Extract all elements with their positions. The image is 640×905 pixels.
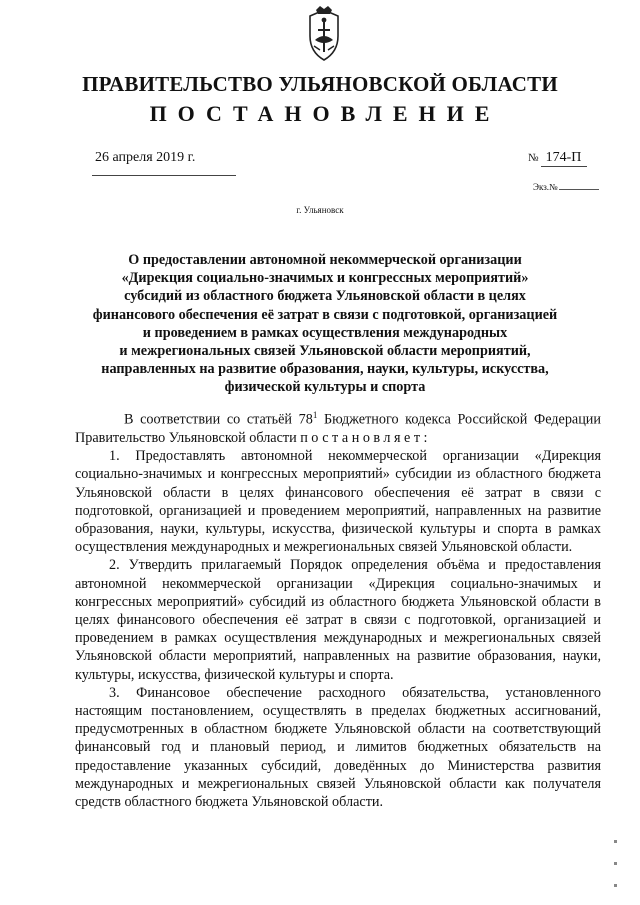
margin-mark — [614, 862, 617, 865]
title-line: направленных на развитие образования, науки, культуры, искусства, — [101, 361, 549, 378]
paragraph-3: 3. Финансовое обеспечение расходного обязательства, установленного настоящим постановлением, осуществлять в пределах бюджетных ассигнований, предусмотренных в областном бюджете Ульяновской области на соответствующий финансовый год и плановый период, и лимитов бюджетных обязательств на предоставление указанных субсидий, доведённых до Министерства развития международных и межрегиональных связей Ульяновской области как получателя средств областного бюджета Ульяновской области. — [75, 684, 601, 810]
resolves-word: постановляет — [300, 429, 424, 446]
intro-paragraph — [75, 406, 601, 447]
coat-of-arms-icon — [302, 6, 346, 64]
article-superscript: 1 — [312, 410, 318, 420]
document-body — [75, 406, 601, 811]
intro-colon: : — [423, 429, 428, 446]
paragraph-1: 1. Предоставлять автономной некоммерческой организации «Дирекция социально-значимых и конгрессных мероприятий» субсидии из областного бюджета Ульяновской области в целях финансового обеспечения её затрат в связи с подготовкой, организацией и проведением мероприятий, направленных на развитие образования, науки, культуры, искусства, физической культуры и спорта в рамках осуществления международных и межрегиональных связей Ульяновской области. — [75, 448, 601, 556]
paragraph-2: 2. Утвердить прилагаемый Порядок определения объёма и предоставления автономной некоммерческой организации «Дирекция социально-значимых и конгрессных мероприятий» субсидий из областного бюджета Ульяновской области в целях финансового обеспечения её затрат в связи с подготовкой, организацией и проведением в рамках осуществления международных и межрегиональных связей Ульяновской области мероприятий, направленных на развитие образования, науки, культуры, искусства, физической культуры и спорта. — [75, 557, 601, 683]
government-name: ПРАВИТЕЛЬСТВО УЛЬЯНОВСКОЙ ОБЛАСТИ — [82, 72, 558, 96]
intro-text: Бюджетного кодекса Российской Федерации Правительство Ульяновской области — [75, 411, 601, 446]
title-line: О предоставлении автономной некоммерческой организации — [128, 252, 522, 268]
copy-number — [533, 182, 599, 192]
number-value: 174-П — [541, 150, 587, 167]
title-line: «Дирекция социально-значимых и конгрессных мероприятий» — [121, 270, 529, 287]
document-type: ПОСТАНОВЛЕНИЕ — [149, 101, 501, 126]
city: г. Ульяновск — [296, 205, 344, 215]
intro-text: В соответствии со статьёй 78 — [124, 411, 313, 428]
margin-mark — [614, 884, 617, 887]
title-line: финансового обеспечения её затрат в связи с подготовкой, организацией — [92, 306, 558, 323]
date-underline — [92, 175, 236, 176]
number-symbol: № — [528, 152, 539, 164]
document-number — [528, 150, 587, 167]
margin-mark — [614, 840, 617, 843]
copy-line — [559, 189, 599, 190]
document-title — [80, 251, 570, 397]
title-line: субсидий из областного бюджета Ульяновской области в целях — [124, 288, 526, 305]
copy-label: Экз.№ — [533, 182, 558, 192]
title-line: физической культуры и спорта — [224, 379, 426, 396]
title-line: и межрегиональных связей Ульяновской области мероприятий, — [119, 343, 531, 360]
document-date: 26 апреля 2019 г. — [95, 150, 196, 165]
title-line: и проведением в рамках осуществления международных — [142, 324, 508, 341]
